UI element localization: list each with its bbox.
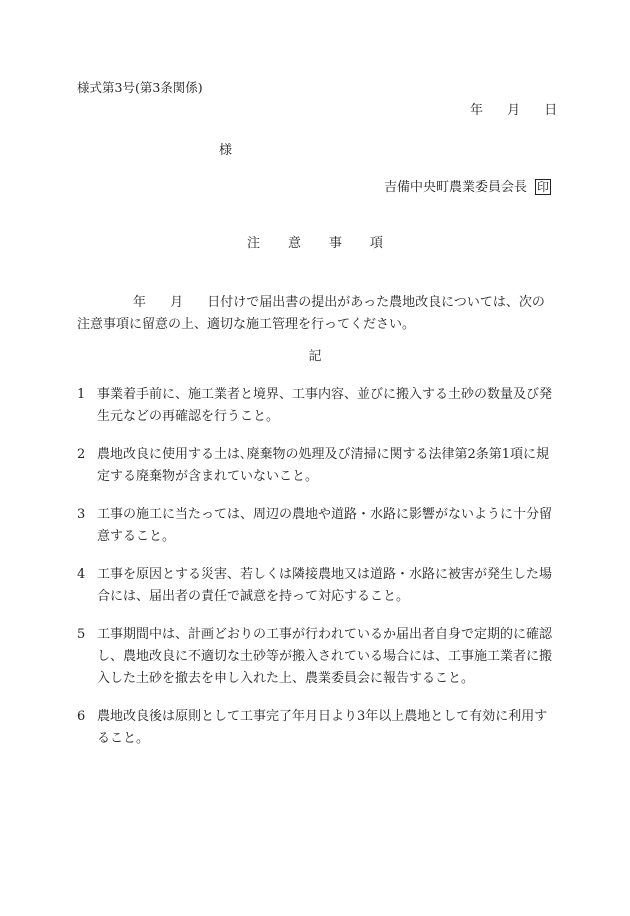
intro-paragraph: [77, 292, 553, 336]
document-title: 注意事項: [246, 236, 411, 251]
item-text: 事業着手前に、施工業者と境界、工事内容、並びに搬入する土砂の数量及び発生元などの再確認を行うこと。: [97, 387, 553, 424]
item-number: 6: [77, 709, 86, 724]
list-item: [77, 624, 553, 690]
item-number: 5: [77, 627, 86, 642]
item-text: 工事期間中は、計画どおりの工事が行われているか届出者自身で定期的に確認し、農地改良に不適切な土砂等が搬入されている場合には、工事施工業者に搬入した土砂を撤去を申し入れた上、農業委員会に報告すること。: [97, 627, 553, 686]
item-number: 2: [77, 447, 86, 462]
addressee-suffix: 様: [219, 143, 233, 158]
item-number: 4: [77, 567, 86, 582]
item-text: 工事を原因とする災害、若しくは隣接農地又は道路・水路に被害が発生した場合には、届出者の責任で誠意を持って対応すること。: [97, 567, 553, 604]
notes-list: [77, 384, 553, 766]
list-item: [77, 564, 553, 608]
seal-stamp: 印: [537, 180, 550, 194]
item-text: 農地改良後は原則として工事完了年月日より3年以上農地として有効に利用すること。: [97, 709, 548, 746]
issuer-line: [384, 179, 551, 196]
list-item: [77, 444, 553, 488]
issuer-name: 吉備中央町農業委員会長: [384, 180, 528, 195]
list-item: [77, 504, 553, 548]
item-number: 3: [77, 507, 86, 522]
intro-text: 年 月 日付けで届出書の提出があった農地改良については、次の注意事項に留意の上、適切な施工管理を行ってください。: [77, 295, 545, 332]
item-text: 工事の施工に当たっては、周辺の農地や道路・水路に影響がないように十分留意すること。: [97, 507, 553, 544]
ki-label: 記: [308, 349, 322, 364]
list-item: [77, 706, 553, 750]
form-number: 様式第3号(第3条関係): [77, 80, 203, 95]
date-line: 年 月 日: [470, 103, 558, 118]
item-number: 1: [77, 387, 86, 402]
item-text: 農地改良に使用する土は､廃棄物の処理及び清掃に関する法律第2条第1項に規定する廃棄物が含まれていないこと。: [97, 447, 550, 484]
list-item: [77, 384, 553, 428]
